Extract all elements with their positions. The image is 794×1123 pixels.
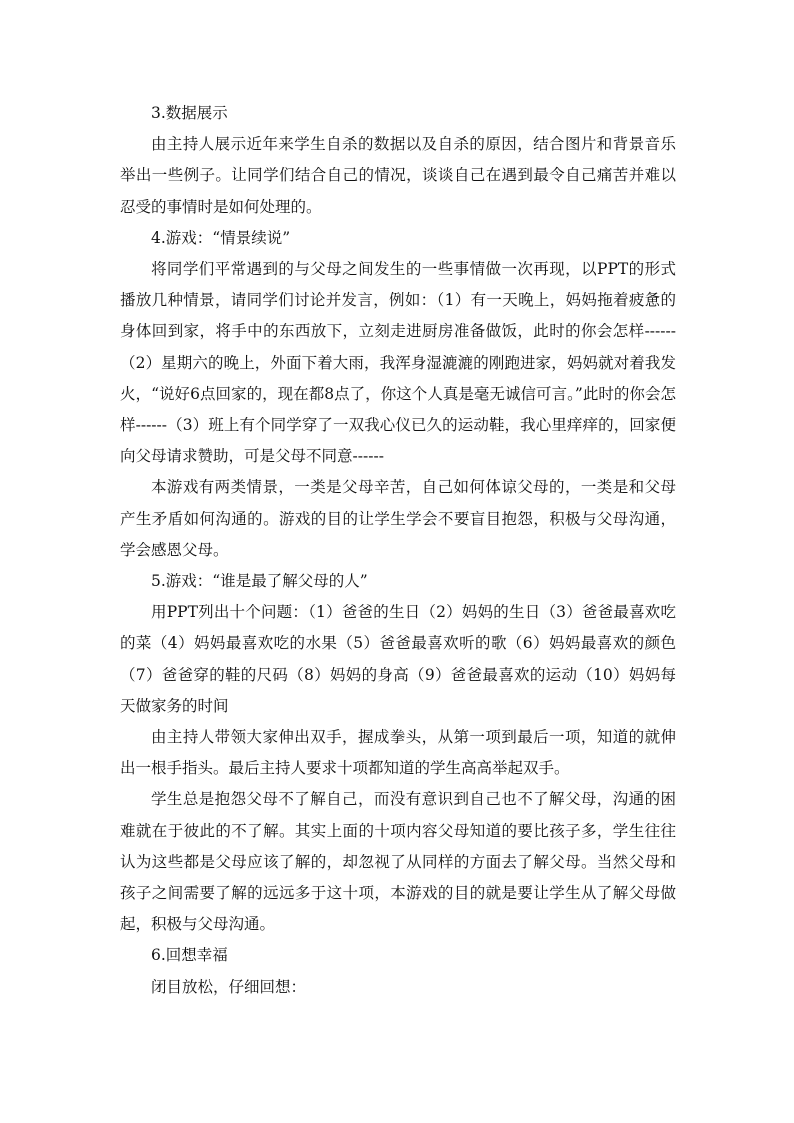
paragraph-scenario-purpose: 本游戏有两类情景，一类是父母辛苦，自己如何体谅父母的，一类是和父母产生矛盾如何沟通的。游戏的目的让学生学会不要盲目抱怨，积极与父母沟通，学会感恩父母。 xyxy=(120,478,676,559)
document-body xyxy=(120,98,676,1003)
section-heading-know-parents-game: 5.游戏：“谁是最了解父母的人” xyxy=(151,572,368,591)
paragraph-scenario-examples: 将同学们平常遇到的与父母之间发生的一些事情做一次再现，以PPT的形式播放几种情景，请同学们讨论并发言，例如：（1）有一天晚上，妈妈拖着疲惫的身体回到家，将手中的东西放下，立刻走进厨房准备做饭，此时的你会怎样------（2）星期六的晚上，外面下着大雨，我浑身湿漉漉的刚跑进家，妈妈就对着我发火，“说好6点回家的，现在都8点了，你这个人真是毫无诚信可言。”此时的你会怎样------（3）班上有个同学穿了一双我心仪已久的运动鞋，我心里痒痒的，回家便向父母请求赞助，可是父母不同意------ xyxy=(120,260,676,466)
paragraph-ten-questions: 用PPT列出十个问题：（1）爸爸的生日（2）妈妈的生日（3）爸爸最喜欢吃的菜（4）妈妈最喜欢吃的水果（5）爸爸最喜欢听的歌（6）妈妈最喜欢的颜色（7）爸爸穿的鞋的尺码（8）妈妈的身高（9）爸爸最喜欢的运动（10）妈妈每天做家务的时间 xyxy=(120,603,676,715)
section-heading-scenario-game: 4.游戏：“情景续说” xyxy=(151,228,291,247)
paragraph-game-procedure: 由主持人带领大家伸出双手，握成拳头，从第一项到最后一项，知道的就伸出一根手指头。最后主持人要求十项都知道的学生高高举起双手。 xyxy=(120,728,676,778)
paragraph-recall-instruction: 闭目放松，仔细回想： xyxy=(151,977,307,996)
section-heading-data-display: 3.数据展示 xyxy=(151,104,228,122)
paragraph-game-purpose: 学生总是抱怨父母不了解自己，而没有意识到自己也不了解父母，沟通的困难就在于彼此的不了解。其实上面的十项内容父母知道的要比孩子多，学生往往认为这些都是父母应该了解的，却忽视了从同样的方面去了解父母。当然父母和孩子之间需要了解的远远多于这十项，本游戏的目的就是要让学生从了解父母做起，积极与父母沟通。 xyxy=(120,790,676,934)
section-heading-recall-happiness: 6.回想幸福 xyxy=(151,946,228,965)
paragraph-data-display: 由主持人展示近年来学生自杀的数据以及自杀的原因，结合图片和背景音乐举出一些例子。让同学们结合自己的情况，谈谈自己在遇到最令自己痛苦并难以忍受的事情时是如何处理的。 xyxy=(120,135,676,216)
